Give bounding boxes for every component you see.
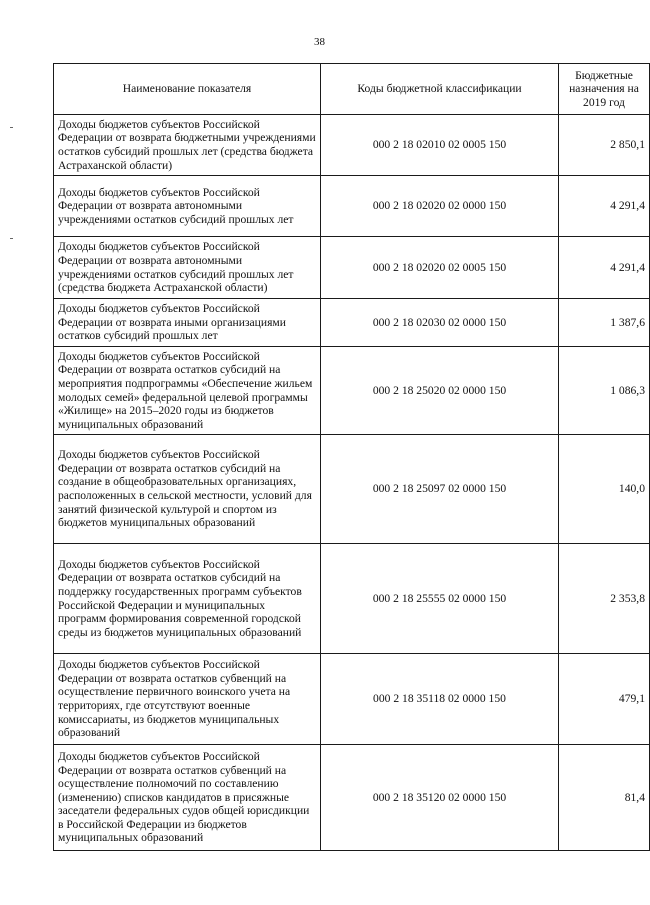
row-code: 000 2 18 25020 02 0000 150 (321, 347, 559, 435)
row-code: 000 2 18 02030 02 0000 150 (321, 299, 559, 347)
row-name: Доходы бюджетов субъектов Российской Федерации от возврата остатков субвенций на осуществление первичного воинского учета на территориях, где отсутствуют военные комиссариаты, из бюджетов муниципальных образований (54, 654, 321, 745)
row-name: Доходы бюджетов субъектов Российской Федерации от возврата бюджетными учреждениями остатков субсидий прошлых лет (средства бюджета Астраханской области) (54, 115, 321, 176)
row-name: Доходы бюджетов субъектов Российской Федерации от возврата иными организациями остатков субсидий прошлых лет (54, 299, 321, 347)
row-code: 000 2 18 02020 02 0005 150 (321, 237, 559, 299)
page-number: 38 (314, 36, 325, 48)
table-row (54, 435, 650, 544)
margin-mark (10, 127, 13, 128)
row-amount: 1 387,6 (559, 299, 650, 347)
budget-table (53, 63, 650, 851)
row-code: 000 2 18 25555 02 0000 150 (321, 544, 559, 654)
table-row (54, 115, 650, 176)
row-code: 000 2 18 02020 02 0000 150 (321, 176, 559, 237)
row-code: 000 2 18 02010 02 0005 150 (321, 115, 559, 176)
row-name: Доходы бюджетов субъектов Российской Федерации от возврата остатков субсидий на поддержку государственных программ субъектов Российской Федерации и муниципальных программ формирования современной городской среды из бюджетов муниципальных образований (54, 544, 321, 654)
header-row (54, 64, 650, 115)
row-amount: 4 291,4 (559, 176, 650, 237)
row-amount: 2 353,8 (559, 544, 650, 654)
row-amount: 1 086,3 (559, 347, 650, 435)
table-row (54, 745, 650, 851)
row-name: Доходы бюджетов субъектов Российской Федерации от возврата автономными учреждениями остатков субсидий прошлых лет (средства бюджета Астраханской области) (54, 237, 321, 299)
row-code: 000 2 18 35118 02 0000 150 (321, 654, 559, 745)
header-name: Наименование показателя (54, 64, 321, 115)
table-row (54, 299, 650, 347)
row-name: Доходы бюджетов субъектов Российской Федерации от возврата автономными учреждениями остатков субсидий прошлых лет (54, 176, 321, 237)
row-amount: 479,1 (559, 654, 650, 745)
row-amount: 140,0 (559, 435, 650, 544)
row-code: 000 2 18 35120 02 0000 150 (321, 745, 559, 851)
row-amount: 81,4 (559, 745, 650, 851)
table-row (54, 176, 650, 237)
table-row (54, 544, 650, 654)
header-amount: Бюджетные назначения на 2019 год (559, 64, 650, 115)
row-name: Доходы бюджетов субъектов Российской Федерации от возврата остатков субвенций на осуществление полномочий по составлению (изменению) списков кандидатов в присяжные заседатели федеральных судов общей юрисдикции в Российской Федерации из бюджетов муниципальных образований (54, 745, 321, 851)
row-code: 000 2 18 25097 02 0000 150 (321, 435, 559, 544)
margin-mark (10, 238, 13, 239)
row-name: Доходы бюджетов субъектов Российской Федерации от возврата остатков субсидий на мероприятия подпрограммы «Обеспечение жильем молодых семей» федеральной целевой программы «Жилище» на 2015–2020 годы из бюджетов муниципальных образований (54, 347, 321, 435)
row-amount: 2 850,1 (559, 115, 650, 176)
row-amount: 4 291,4 (559, 237, 650, 299)
header-code: Коды бюджетной классификации (321, 64, 559, 115)
table-row (54, 237, 650, 299)
table-row (54, 347, 650, 435)
table-row (54, 654, 650, 745)
row-name: Доходы бюджетов субъектов Российской Федерации от возврата остатков субсидий на создание в общеобразовательных организациях, расположенных в сельской местности, условий для занятий физической культурой и спортом из бюджетов муниципальных образований (54, 435, 321, 544)
